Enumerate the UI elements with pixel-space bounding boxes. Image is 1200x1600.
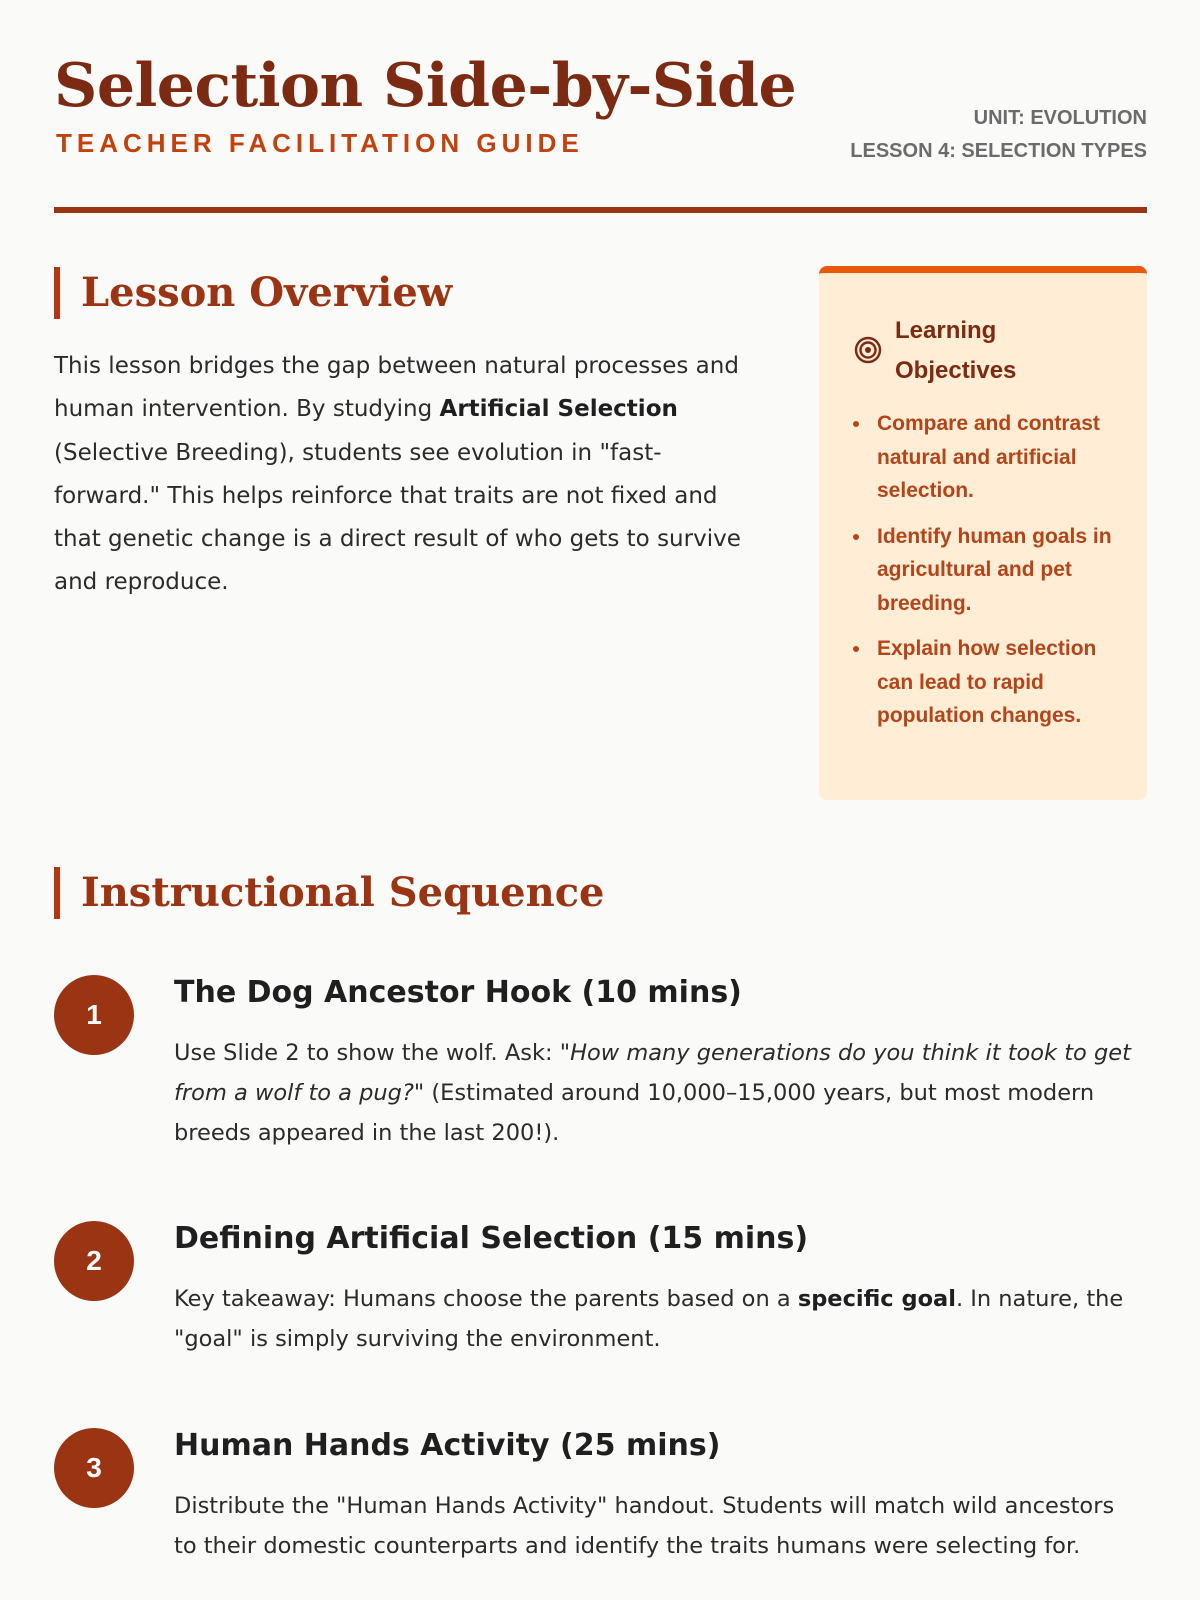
target-icon — [853, 335, 883, 365]
step-emphasis: specific goal — [797, 1286, 956, 1312]
overview-emphasis: Artificial Selection — [439, 396, 678, 423]
step-text: . In nature, the "goal" is simply surviving the environment. — [174, 1286, 1124, 1352]
document-page — [54, 0, 1147, 1600]
step-text: Use Slide 2 to show the wolf. Ask: — [174, 1040, 560, 1066]
unit-label: UNIT: EVOLUTION — [973, 107, 1147, 129]
step-text: Distribute the "Human Hands Activity" handout. Students will match wild ancestors to their domestic counterparts and identify the traits humans were selecting for. — [174, 1493, 1115, 1559]
step-text: Key takeaway: Humans choose the parents based on a — [174, 1286, 798, 1312]
document-title: Selection Side-by-Side — [54, 51, 797, 121]
objectives-list — [851, 407, 1121, 745]
step-description — [174, 1279, 1134, 1359]
lesson-label: LESSON 4: SELECTION TYPES — [850, 140, 1147, 162]
step-question: "How many generations do you think it took to get from a wolf to a pug?" — [174, 1040, 1131, 1106]
document-subtitle: TEACHER FACILITATION GUIDE — [56, 128, 584, 158]
learning-objectives-card — [819, 266, 1147, 800]
sequence-heading: Instructional Sequence — [54, 867, 605, 919]
step-text: (Estimated around 10,000–15,000 years, but most modern breeds appeared in the last 200!). — [174, 1080, 1095, 1146]
step-title: Defining Artificial Selection (15 mins) — [174, 1221, 809, 1256]
step-title: The Dog Ancestor Hook (10 mins) — [174, 975, 742, 1010]
step-number-badge: 1 — [54, 975, 134, 1055]
header-divider — [54, 207, 1147, 213]
step-number-badge: 2 — [54, 1221, 134, 1301]
overview-heading: Lesson Overview — [54, 267, 452, 319]
overview-text-part-1: This lesson bridges the gap between natural processes and human intervention. By studying — [54, 353, 739, 423]
step-description — [174, 1033, 1134, 1153]
objectives-title: Learning Objectives — [895, 317, 1017, 384]
overview-text-part-2: (Selective Breeding), students see evolution in "fast-forward." This helps reinforce that traits are not fixed and that genetic change is a direct result of who gets to survive and reproduce. — [54, 439, 741, 596]
objective-item: Explain how selection can lead to rapid population changes. — [851, 632, 1121, 733]
step-number-badge: 3 — [54, 1428, 134, 1508]
overview-paragraph — [54, 345, 764, 605]
objective-item: Compare and contrast natural and artificial selection. — [851, 407, 1121, 508]
document-header — [54, 48, 1147, 213]
step-description — [174, 1486, 1134, 1566]
step-title: Human Hands Activity (25 mins) — [174, 1428, 721, 1463]
lesson-meta — [850, 102, 1147, 168]
objective-item: Identify human goals in agricultural and pet breeding. — [851, 520, 1121, 621]
objectives-header — [853, 311, 1133, 391]
